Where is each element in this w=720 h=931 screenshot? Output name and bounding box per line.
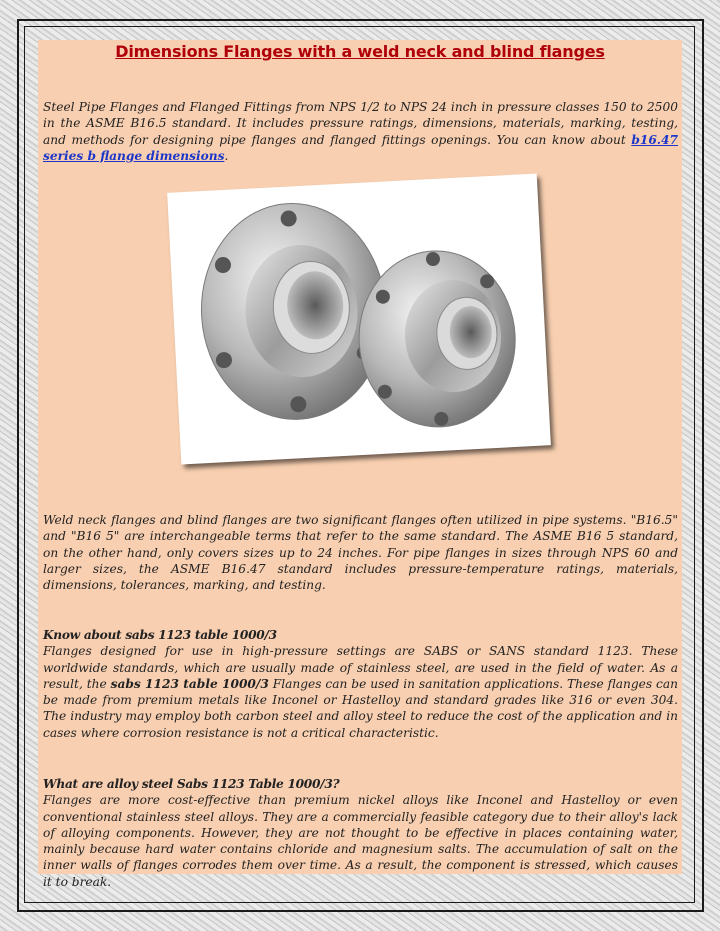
content-panel — [38, 40, 682, 874]
intro-end: . — [224, 148, 229, 163]
weld-neck-paragraph: Weld neck flanges and blind flanges are two significant flanges often utilized in pipe systems. "B16.5" and "B16 5" are interchangeable terms that refer to the same standard. The ASME B16 5 standard, on the other hand, only covers sizes up to 24 inches. For pipe flanges in sizes through NPS 60 and larger sizes, the ASME B16.47 standard includes pressure-temperature ratings, materials, dimensions, tolerances, marking, and testing. — [43, 513, 678, 593]
intro-paragraph — [43, 99, 678, 164]
section-sabs-text-a: Flanges designed for use in high-pressure settings are SABS or SANS standard 1123. These worldwide standards, which are usually made of stainless steel, are used in the field of water. As a result, the — [43, 644, 678, 691]
section-sabs-heading-prefix: Know about — [43, 628, 126, 642]
section-sabs — [43, 627, 678, 741]
section-sabs-text-b: Flanges can be used in sanitation applications. These flanges can be made from premium metals like Inconel or Hastelloy and standard grades like 316 or even 304. The industry may employ both carbon steel and alloy steel to reduce the cost of the application and in cases where corrosion resistance is not a critical characteristic. — [43, 676, 678, 740]
page-title: Dimensions Flanges with a weld neck and blind flanges — [115, 42, 605, 61]
flange-photo — [167, 174, 551, 465]
section-alloy — [43, 776, 678, 890]
section-alloy-text: Flanges are more cost-effective than premium nickel alloys like Inconel and Hastelloy or even conventional stainless steel alloys. They are a commercially feasible category due to their alloy's lack of alloying components. However, they are not thought to be effective in places containing water, mainly because hard water contains chloride and magnesium salts. The accumulation of salt on the inner walls of flanges corrodes them over time. As a result, the component is stressed, which causes it to break. — [43, 793, 678, 889]
section-sabs-term: sabs 1123 table 1000/3 — [110, 676, 269, 691]
b16-47-link[interactable]: b16.47 series b flange dimensions — [43, 132, 678, 163]
section-sabs-heading — [43, 628, 277, 642]
flange-photo-icon — [167, 174, 551, 465]
section-alloy-heading: What are alloy steel Sabs 1123 Table 1000/3? — [43, 777, 340, 791]
intro-text: Steel Pipe Flanges and Flanged Fittings from NPS 1/2 to NPS 24 inch in pressure classes 150 to 2500 in the ASME B16.5 standard. It includes pressure ratings, dimensions, materials, marking, testing, and methods for designing pipe flanges and flanged fittings openings. You can know about — [43, 100, 678, 147]
section-sabs-heading-term: sabs 1123 table 1000/3 — [125, 628, 277, 642]
